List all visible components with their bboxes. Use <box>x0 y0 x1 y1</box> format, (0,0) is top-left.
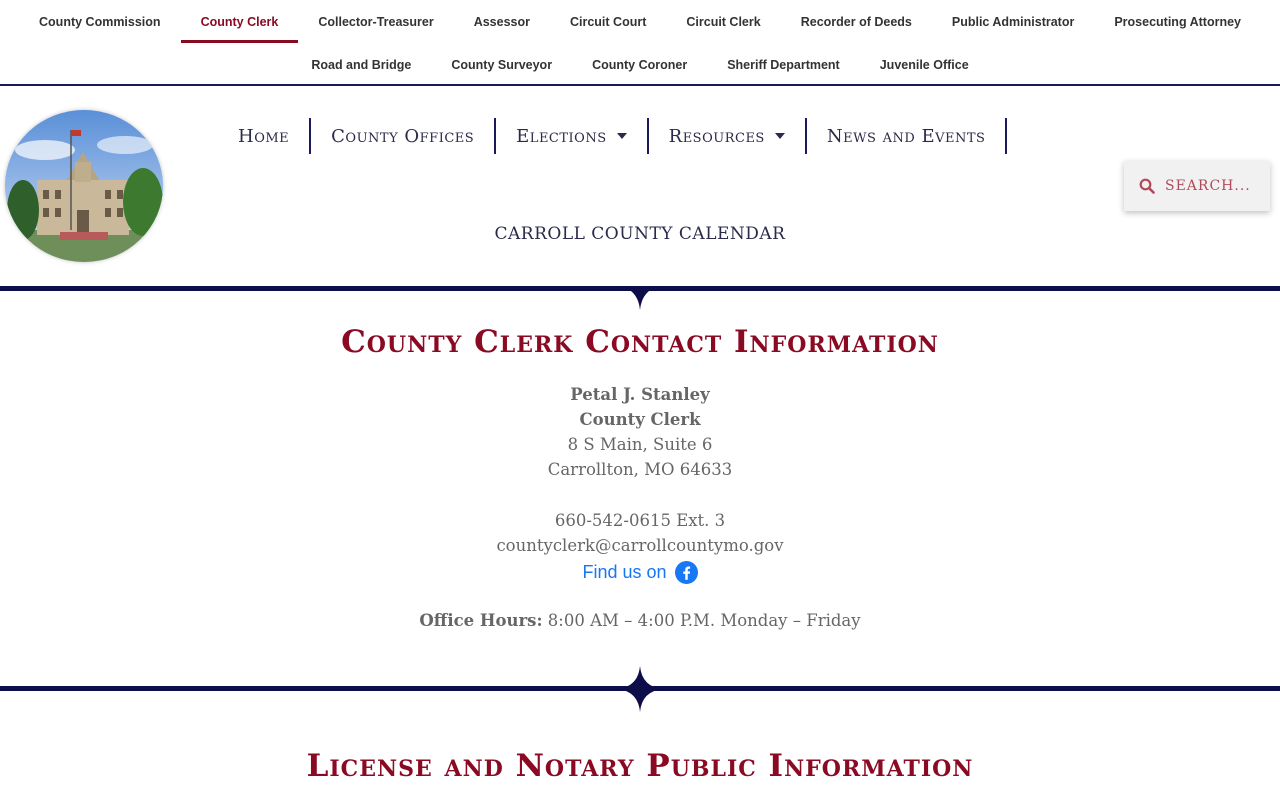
search-box[interactable] <box>1124 161 1270 211</box>
nav-home-label: Home <box>238 125 290 147</box>
nav-resources-label: Resources <box>668 125 765 147</box>
office-nav-row-2 <box>0 46 1280 84</box>
chevron-down-icon <box>775 133 785 139</box>
office-link-public-administrator[interactable]: Public Administrator <box>951 14 1075 29</box>
office-nav-row-1 <box>0 0 1280 43</box>
office-link-sheriff-department[interactable]: Sheriff Department <box>727 58 840 72</box>
nav-elections[interactable] <box>496 118 648 154</box>
contact-section-title: County Clerk Contact Information <box>341 324 939 360</box>
office-link-assessor[interactable]: Assessor <box>473 14 530 29</box>
divider-point-icon <box>620 286 660 310</box>
main-nav <box>218 118 1007 154</box>
nav-elections-label: Elections <box>516 125 607 147</box>
contact-info <box>0 382 1280 633</box>
site-header <box>0 86 1280 286</box>
office-nav <box>0 0 1280 84</box>
office-link-juvenile-office[interactable]: Juvenile Office <box>879 58 969 72</box>
office-hours <box>0 608 1280 633</box>
spacer <box>0 482 1280 508</box>
address-line-2: Carrollton, MO 64633 <box>547 460 733 479</box>
nav-carroll-county-calendar[interactable]: CARROLL COUNTY CALENDAR <box>494 224 786 244</box>
office-link-recorder-of-deeds[interactable]: Recorder of Deeds <box>800 14 912 29</box>
office-link-collector-treasurer[interactable]: Collector-Treasurer <box>318 14 434 29</box>
spacer <box>0 586 1280 608</box>
clerk-role: County Clerk <box>579 410 701 429</box>
nav-county-offices[interactable] <box>311 118 496 154</box>
facebook-row <box>0 558 1280 586</box>
search-input[interactable] <box>1163 177 1267 195</box>
email-address[interactable]: countyclerk@carrollcountymo.gov <box>496 536 784 555</box>
nav-resources[interactable] <box>649 118 807 154</box>
nav-home[interactable] <box>218 118 311 154</box>
office-link-circuit-court[interactable]: Circuit Court <box>569 14 647 29</box>
office-link-prosecuting-attorney[interactable]: Prosecuting Attorney <box>1114 14 1241 29</box>
nav-county-offices-label: County Offices <box>331 125 475 147</box>
office-link-county-clerk[interactable]: County Clerk <box>181 0 299 43</box>
phone-number: 660-542-0615 Ext. 3 <box>554 511 726 530</box>
license-section-title: License and Notary Public Information <box>306 748 974 784</box>
facebook-link[interactable] <box>582 558 697 586</box>
office-link-county-coroner[interactable]: County Coroner <box>592 58 688 72</box>
office-hours-label: Office Hours: <box>419 611 543 630</box>
office-link-county-commission[interactable]: County Commission <box>39 14 161 29</box>
office-link-county-surveyor[interactable]: County Surveyor <box>451 58 553 72</box>
divider-star-icon <box>617 666 663 712</box>
search-icon[interactable] <box>1139 178 1155 194</box>
office-hours-value: 8:00 AM – 4:00 P.M. Monday – Friday <box>547 611 861 630</box>
clerk-name: Petal J. Stanley <box>570 385 710 404</box>
address-line-1: 8 S Main, Suite 6 <box>567 435 713 454</box>
office-link-circuit-clerk[interactable]: Circuit Clerk <box>686 14 761 29</box>
nav-news-and-events[interactable] <box>807 118 1008 154</box>
facebook-icon <box>675 561 698 584</box>
facebook-link-label: Find us on <box>582 562 667 582</box>
office-link-road-and-bridge[interactable]: Road and Bridge <box>311 58 412 72</box>
chevron-down-icon <box>617 133 627 139</box>
nav-news-and-events-label: News and Events <box>826 125 986 147</box>
